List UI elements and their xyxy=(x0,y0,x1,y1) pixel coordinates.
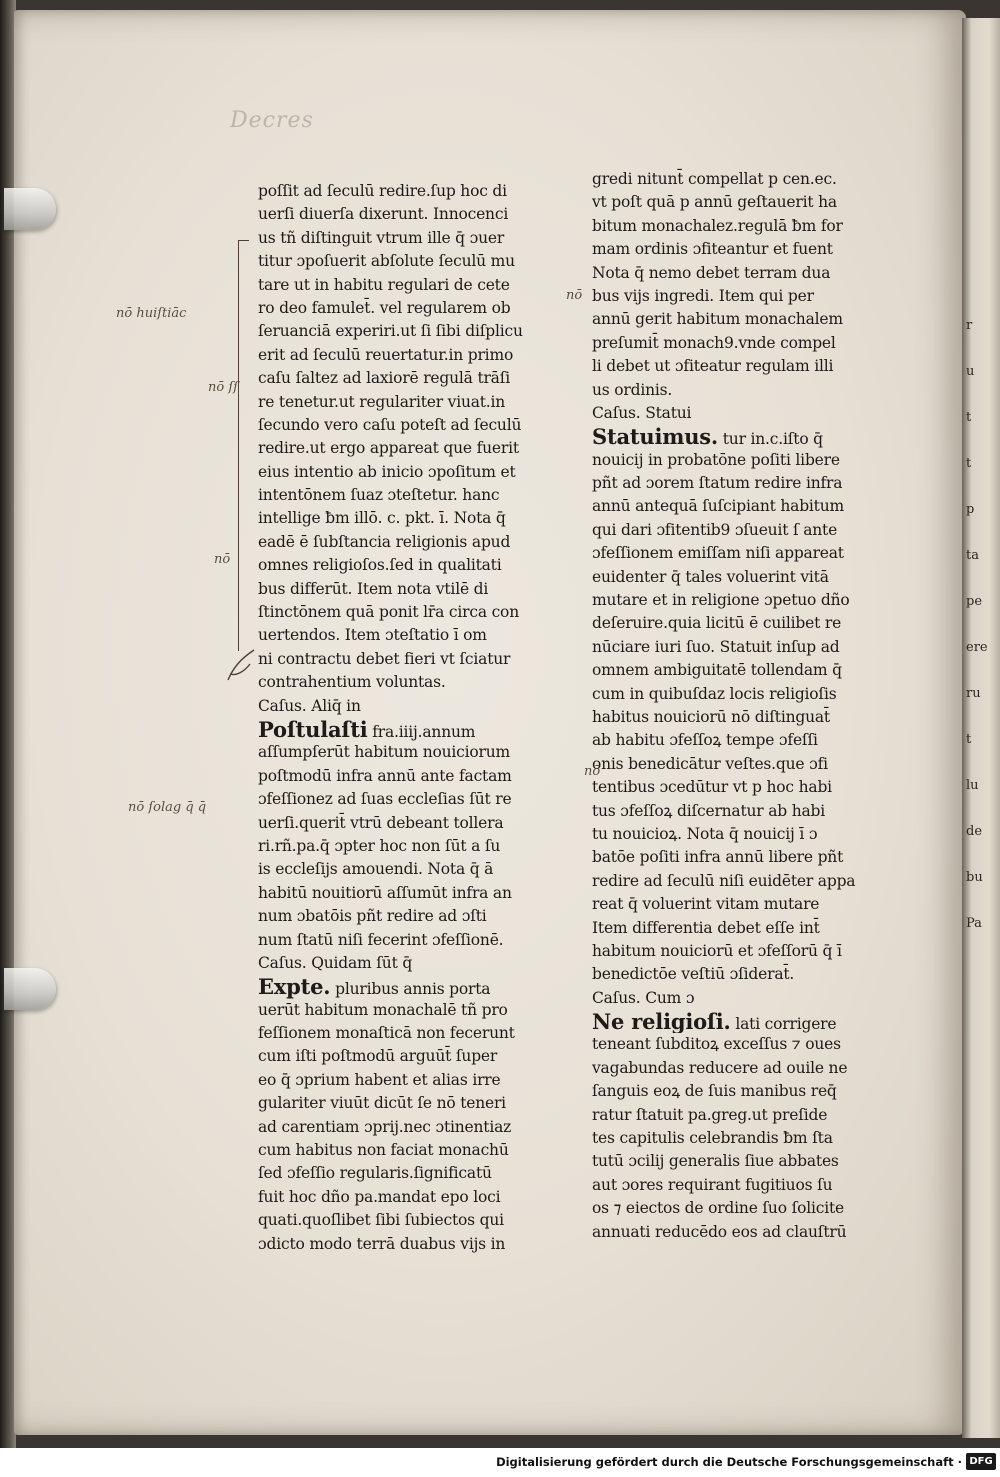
text-line: batōe poſiti infra annū libere pñt xyxy=(592,848,844,867)
text-line: deſeruire.quia licitū ē cuilibet re xyxy=(592,614,842,633)
rubric-heading: Expte. xyxy=(258,975,331,999)
text-line: os ⁊ eiectos de ordine ſuo ſolicite xyxy=(592,1199,844,1218)
facing-page-fragment: p xyxy=(966,502,975,517)
text-line-rest: fra.iiij.annum xyxy=(367,722,476,741)
rubric-heading: Poſtulaſti xyxy=(258,717,368,742)
text-line: redire ad ſeculū niſi euidēter appa xyxy=(592,871,856,890)
text-line: mutare et in religione ɔpetuo dño xyxy=(592,591,850,610)
facing-page-fragment: u xyxy=(966,364,975,379)
text-line: annuati reducēdo eos ad clauſtrū xyxy=(592,1222,847,1241)
text-line: redire.ut ergo appareat que fuerit xyxy=(258,439,519,458)
text-line: annū gerit habitum monachalem xyxy=(592,310,843,329)
margin-note: nō ſolag q̄ q̄ xyxy=(128,800,207,815)
text-line: nouicij in probatōne poſiti libere xyxy=(592,450,840,469)
text-line: ɔfeſſionez ad ſuas eccleſias ſūt re xyxy=(258,790,512,809)
text-line: pñt ad ɔorem ſtatum redire infra xyxy=(592,474,843,493)
text-line: habitum nouiciorū et ɔfeſſorū q̄ ī xyxy=(592,941,842,960)
text-line: ab habitu ɔfeſſoꝝ tempe ɔfeſſi xyxy=(592,731,818,750)
text-line: tu nouicioꝝ. Nota q̄ nouicij ī ɔ xyxy=(592,824,818,843)
text-line: aut ɔores requirant fugitiuos ſu xyxy=(592,1175,833,1194)
text-line: Nota q̄ nemo debet terram dua xyxy=(592,263,831,282)
text-line: Caſus. Cum ɔ xyxy=(592,988,695,1007)
footer-credit: Digitalisierung gefördert durch die Deutsche Forschungsgemeinschaft · xyxy=(496,1455,962,1469)
facing-page-fragment: ta xyxy=(966,548,979,563)
text-line: benedictōe veſtiū ɔſiderat̄. xyxy=(592,965,795,984)
text-line: aſſumpſerūt habitum nouiciorum xyxy=(258,743,511,762)
text-line: uerſi diuerſa dixerunt. Innocenci xyxy=(258,205,509,224)
text-line: ad carentiam ɔprij.nec ɔtinentiaz xyxy=(258,1117,512,1136)
text-line: uerūt habitum monachalē tñ pro xyxy=(258,1000,508,1019)
text-line: is eccleſijs amouendi. Nota q̄ ā xyxy=(258,860,494,879)
text-line: cum habitus non faciat monachū xyxy=(258,1141,509,1160)
text-line: ɔfeſſionem emiſſam niſi appareat xyxy=(592,544,844,563)
text-line: bitum monachalez.regulā ƀm for xyxy=(592,216,843,235)
text-line: quati.quoſlibet ſibi ſubiectos qui xyxy=(258,1211,504,1230)
margin-note: nō xyxy=(214,552,231,567)
text-line: omnem ambiguitatē tollendam q̄ xyxy=(592,661,842,680)
text-line: habitus nouiciorū nō diſtinguat̄ xyxy=(592,707,830,726)
text-line: erit ad ſeculū reuertatur.in primo xyxy=(258,345,514,364)
text-line: uerſi.querit̄ vtrū debeant tollera xyxy=(258,813,504,832)
text-line: tes capitulis celebrandis ƀm ſta xyxy=(592,1129,833,1148)
text-line: gredi nitunt̄ compellat p cen.ec. xyxy=(592,170,837,188)
text-line: ſecundo vero caſu poteſt ad ſeculū xyxy=(258,415,522,434)
text-line: eo q̄ ɔprium habent et alias irre xyxy=(258,1070,501,1089)
facing-page-fragment: ere xyxy=(966,640,988,655)
text-line: li debet ut ɔfiteatur regulam illi xyxy=(592,357,834,376)
text-line: contrahentium voluntas. xyxy=(258,673,446,692)
text-line: intellige ƀm illō. c. pkt. ī. Nota q̄ xyxy=(258,509,506,528)
text-line: ratur ſtatuit pa.greg.ut preſide xyxy=(592,1105,828,1124)
text-line: ɔdicto modo terrā duabus vijs in xyxy=(258,1234,506,1253)
text-line-rest: lati corrigere xyxy=(730,1015,837,1034)
margin-note: nō huiſtiāc xyxy=(116,306,187,321)
text-line: Caſus. Quidam ſūt q̄ xyxy=(258,953,413,972)
margin-note: nō ſſ xyxy=(208,380,238,395)
text-line: caſu ſaltez ad laxiorē regulā trāſi xyxy=(258,369,511,388)
text-line: onis benedicātur veſtes.que ɔfi xyxy=(592,754,828,773)
text-line: ri.rñ.pa.q̄ ɔpter hoc non ſūt a ſu xyxy=(258,836,501,855)
text-line: ro deo famulet̄. vel regularem ob xyxy=(258,298,511,317)
facing-page-fragment: pe xyxy=(966,594,983,609)
text-line: feſſionem monaſticā non fecerunt xyxy=(258,1024,515,1043)
facing-page-fragment: t xyxy=(966,456,972,471)
text-line: uertendos. Item ɔteſtatio ī om xyxy=(258,626,487,645)
text-line: qui dari ɔfitentib9 ɔſueuit ſ ante xyxy=(592,520,838,539)
text-line: vt poſt quā p annū geſtauerit ha xyxy=(592,193,837,212)
page-clip-top xyxy=(4,188,56,230)
text-line: nūciare iuri ſuo. Statuit inſup ad xyxy=(592,637,840,656)
margin-bracket xyxy=(238,240,249,651)
text-line: Caſus. Statui xyxy=(592,403,692,422)
text-line: poſſit ad ſeculū redire.ſup hoc di xyxy=(258,182,507,200)
margin-flourish-icon xyxy=(224,646,258,686)
rubric-heading: Ne religioſi. xyxy=(592,1010,731,1034)
text-line: titur ɔpoſuerit abſolute ſeculū mu xyxy=(258,252,515,271)
text-line: preſumit̄ monach9.vnde compel xyxy=(592,333,836,352)
text-line: reat q̄ voluerint vitam mutare xyxy=(592,895,820,914)
text-line: ſeruanciā experiri.ut ſi ſibi diſplicu xyxy=(258,322,523,341)
margin-note: nō xyxy=(584,764,601,779)
text-line: poſtmodū infra annū ante factam xyxy=(258,766,512,785)
facing-page-fragment: lu xyxy=(966,778,979,793)
text-line: us ordinis. xyxy=(592,380,673,399)
text-line: eadē ē ſubſtancia religionis apud xyxy=(258,532,511,551)
facing-page-fragment: Pa xyxy=(966,916,982,931)
text-line: fuit hoc dño pa.mandat epo loci xyxy=(258,1187,501,1206)
text-line: us tñ diſtinguit vtrum ille q̄ ɔuer xyxy=(258,228,505,247)
text-line: cum in quibuſdaz locis religioſis xyxy=(592,684,837,703)
text-line: cum iſti poſtmodū arguūt̄ ſuper xyxy=(258,1047,498,1066)
text-line xyxy=(258,718,570,741)
footer-bar xyxy=(0,1448,1000,1477)
facing-page-fragment: r xyxy=(966,318,973,333)
facing-page-fragment: ru xyxy=(966,686,981,701)
text-line: tus ɔfeſſoꝝ diſcernatur ab habi xyxy=(592,801,826,820)
left-text-column xyxy=(258,180,570,1256)
text-line: Item differentia debet eſſe int̄ xyxy=(592,918,820,937)
text-line-rest: pluribus annis porta xyxy=(330,980,491,999)
text-line: ni contractu debet fieri vt ſciatur xyxy=(258,649,511,668)
text-line: num ɔbatōis pñt redire ad ɔſti xyxy=(258,907,487,926)
page-clip-bottom xyxy=(4,968,56,1010)
text-line: mam ordinis ɔfiteantur et fuent xyxy=(592,240,833,259)
margin-note: nō xyxy=(566,288,583,303)
dfg-logo: DFG xyxy=(966,1453,996,1470)
facing-page-fragment: t xyxy=(966,410,972,425)
text-line: gulariter viuūt dicūt ſe nō teneri xyxy=(258,1094,506,1113)
facing-page-fragment: t xyxy=(966,732,972,747)
text-line: tare ut in habitu regulari de cete xyxy=(258,275,510,294)
text-line: eius intentio ab inicio ɔpoſitum et xyxy=(258,462,516,481)
text-line xyxy=(592,425,904,448)
facing-page-edge xyxy=(962,18,1000,1438)
text-line: annū antequā ſuſcipiant habitum xyxy=(592,497,844,516)
text-line: tentibus ɔcedūtur vt p hoc habi xyxy=(592,778,832,797)
facing-page-fragment: bu xyxy=(966,870,983,885)
right-text-column xyxy=(592,168,904,1244)
text-line: ſanguis eoꝝ de ſuis manibus req̄ xyxy=(592,1082,837,1101)
text-line: teneant ſubditoꝝ exceſſus ⁊ oues xyxy=(592,1035,841,1054)
text-line: omnes religioſos.ſed in qualitati xyxy=(258,556,502,575)
text-line: intentōnem ſuaz ɔteſtetur. hanc xyxy=(258,486,500,505)
text-line: euidenter q̄ tales voluerint vitā xyxy=(592,567,829,586)
text-line: bus differūt. Item nota vtilē di xyxy=(258,579,489,598)
facing-page-fragment: de xyxy=(966,824,983,839)
text-line: re tenetur.ut regulariter viuat.in xyxy=(258,392,506,411)
text-line: vagabundas reducere ad ouile ne xyxy=(592,1058,848,1077)
text-line: habitū nouitiorū aſſumūt infra an xyxy=(258,883,512,902)
text-line: ſtinctōnem quā ponit lr̄a circa con xyxy=(258,603,519,622)
text-line: tutū ɔcilij generalis ſiue abbates xyxy=(592,1152,839,1171)
faint-running-header: Decres xyxy=(230,108,314,133)
rubric-heading: Statuimus. xyxy=(592,425,719,449)
text-line: ſed ɔfeſſio regularis.ſignificatū xyxy=(258,1164,492,1183)
text-line xyxy=(258,975,570,998)
text-line: Caſus. Aliq̄ in xyxy=(258,696,361,715)
text-line: num ſtatū niſi fecerint ɔfeſſionē. xyxy=(258,930,504,949)
text-line xyxy=(592,1010,904,1033)
text-line: bus vijs ingredi. Item qui per xyxy=(592,286,814,305)
text-line-rest: tur in.c.iſto q̄ xyxy=(718,430,823,449)
